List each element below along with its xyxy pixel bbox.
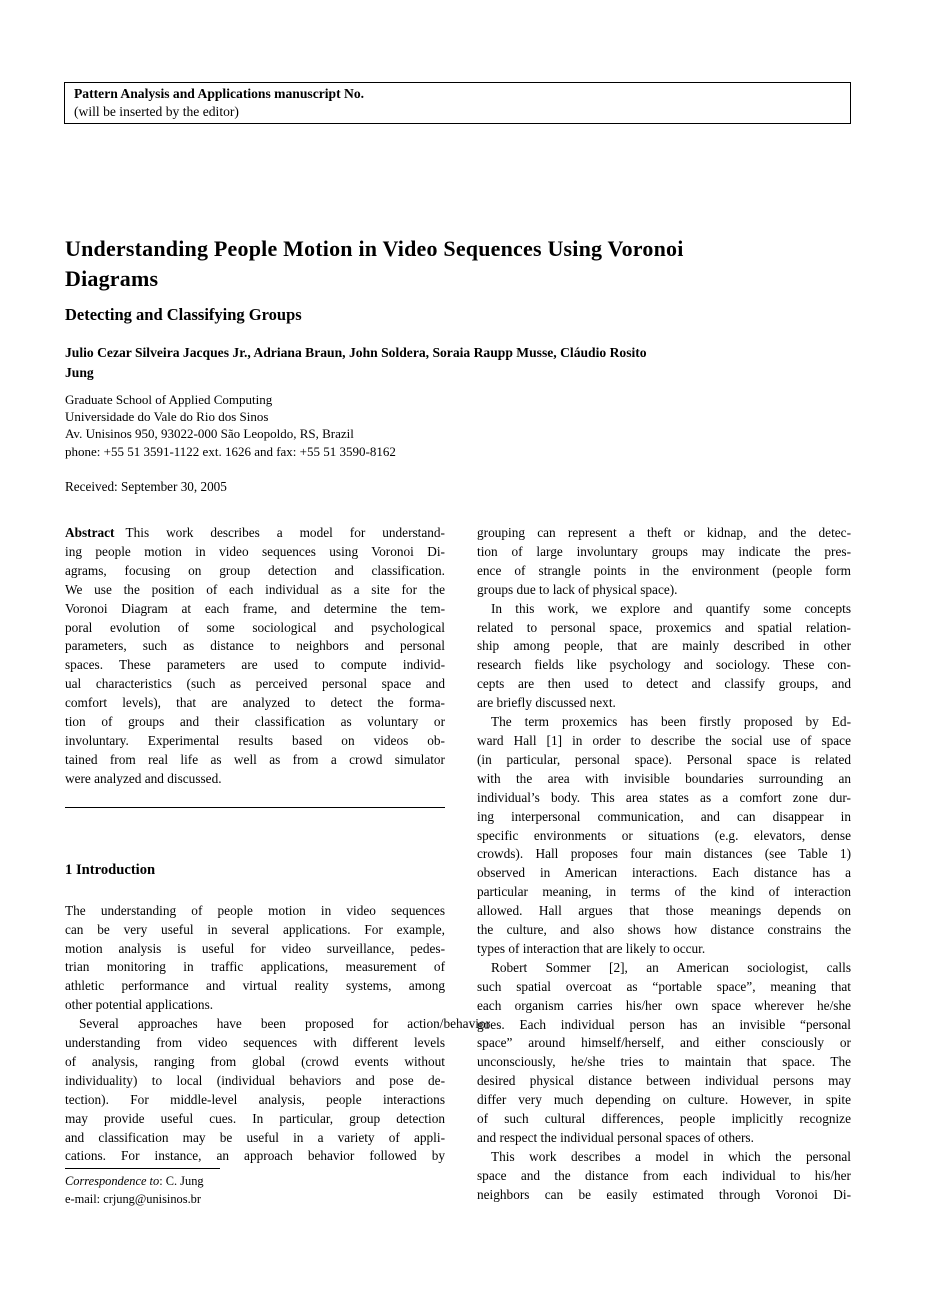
- text-line: crowds). Hall proposes four main distances (see Table 1): [477, 846, 851, 862]
- text-line: grouping can represent a theft or kidnap, and the detec-: [477, 525, 851, 540]
- introduction-body: [65, 902, 490, 1167]
- paper-title: [65, 234, 865, 293]
- text-line: space and the distance from each individual to his/her: [477, 1167, 851, 1183]
- text-line: goes. Each individual person has an invisible “personal: [477, 1016, 851, 1032]
- affiliation-university: Universidade do Vale do Rio dos Sinos: [65, 409, 269, 425]
- text-line: and classification may be useful in a variety of appli-: [65, 1129, 445, 1145]
- text-line: ing interpersonal communication, and can disappear in: [477, 808, 851, 824]
- text-line: each organism carries his/her own space wherever he/she: [477, 997, 851, 1013]
- right-column: [477, 524, 851, 1205]
- paragraph: [477, 713, 851, 959]
- paragraph: [65, 902, 445, 1015]
- paper-subtitle: Detecting and Classifying Groups: [65, 305, 302, 324]
- text-line: parameters, such as distance to neighbors and personal: [65, 638, 445, 654]
- text-line: may provide useful cues. In particular, group detection: [65, 1110, 445, 1126]
- text-line: and respect the individual personal spaces of others.: [477, 1130, 754, 1145]
- text-line: space” around himself/herself, and either consciously or: [477, 1035, 851, 1051]
- footnote-email: e-mail: crjung@unisinos.br: [65, 1191, 201, 1206]
- text-line: tion of groups and their classification as voluntary or: [65, 714, 445, 730]
- authors-line1: Julio Cezar Silveira Jacques Jr., Adriana Braun, John Soldera, Soraia Raupp Musse, Cláudio Rosito: [65, 345, 647, 360]
- paragraph: [477, 1148, 851, 1205]
- footnote-correspondence: [65, 1173, 445, 1191]
- right-column-body: [477, 524, 851, 1205]
- text-line: the culture, and also shows how distance constrains the: [477, 922, 851, 938]
- text-line: This work describes a model in which the personal: [491, 1148, 851, 1164]
- affiliation-address: Av. Unisinos 950, 93022-000 São Leopoldo, RS, Brazil: [65, 426, 354, 442]
- text-line: ship among people, that are mainly described in other: [477, 638, 851, 654]
- manuscript-header-box: [64, 82, 851, 124]
- text-line: Robert Sommer [2], an American sociologist, calls: [491, 959, 851, 975]
- affiliation-phone-fax: phone: +55 51 3591-1122 ext. 1626 and fax: +55 51 3590-8162: [65, 443, 396, 459]
- text-line: Several approaches have been proposed for action/behavior: [79, 1016, 490, 1032]
- text-line: involuntary. Experimental results based on videos ob-: [65, 732, 445, 748]
- text-line: In this work, we explore and quantify some concepts: [491, 600, 851, 616]
- text-line: such spatial overcoat as “portable space”, meaning that: [477, 978, 851, 994]
- affiliation: [65, 391, 396, 460]
- paragraph: [65, 1015, 490, 1166]
- text-line: groups due to lack of physical space).: [477, 581, 678, 597]
- text-line: with the area with invisible boundaries surrounding an: [477, 770, 851, 786]
- text-line: ward Hall [1] in order to describe the social use of space: [477, 732, 851, 748]
- footnote-correspondence-value: : C. Jung: [159, 1174, 204, 1189]
- footnote-rule: [65, 1168, 220, 1169]
- affiliation-school: Graduate School of Applied Computing: [65, 392, 273, 407]
- text-line: motion analysis is useful for video surveillance, pedes-: [65, 940, 445, 956]
- footnote-correspondence-label: Correspondence to: [65, 1174, 160, 1189]
- paper-title-line1: Understanding People Motion in Video Sequences Using Voronoi: [65, 236, 684, 261]
- text-line: particular meaning, in terms of the kind of interaction: [477, 884, 851, 900]
- paper-title-line2: Diagrams: [65, 265, 159, 291]
- text-line: (in particular, personal space). Personal space is related: [477, 751, 851, 767]
- text-line: differ very much depending on culture. However, in spite: [477, 1092, 851, 1108]
- authors: [65, 343, 865, 382]
- abstract-label: Abstract: [65, 525, 115, 540]
- text-line: allowed. Hall argues that those meanings depends on: [477, 903, 851, 919]
- text-line: specific environments or situations (e.g. elevators, dense: [477, 827, 851, 843]
- text-line: ual characteristics (such as perceived personal space and: [65, 676, 445, 692]
- text-line: types of interaction that are likely to occur.: [477, 940, 706, 956]
- text-line: spaces. These parameters are used to compute individ-: [65, 657, 445, 673]
- authors-line2: Jung: [65, 364, 94, 380]
- text-line: trian monitoring in traffic applications, measurement of: [65, 959, 445, 975]
- paragraph: [65, 524, 445, 789]
- text-line: Abstract This work describes a model for understand-: [65, 525, 445, 540]
- section-heading-introduction: 1 Introduction: [65, 861, 156, 878]
- text-line: The term proxemics has been firstly proposed by Ed-: [491, 714, 851, 730]
- text-line: understanding from video sequences with different levels: [65, 1035, 445, 1051]
- text-line: tained from real life as well as from a crowd simulator: [65, 751, 445, 767]
- footnote: [65, 1168, 445, 1208]
- text-line: The understanding of people motion in video sequences: [65, 902, 445, 918]
- abstract: [65, 524, 445, 789]
- text-line: unconsciously, he/she tries to maintain that space. The: [477, 1054, 851, 1070]
- text-line: research fields like psychology and sociology. These con-: [477, 657, 851, 673]
- text-line: cepts are then used to detect and classify groups, and: [477, 676, 851, 692]
- text-line: of such cultural differences, people implicitly recognize: [477, 1111, 851, 1127]
- text-line: ence of strangle points in the environment (people form: [477, 562, 851, 578]
- text-line: athletic performance and virtual reality systems, among: [65, 978, 445, 994]
- text-line: We use the position of each individual as a site for the: [65, 581, 445, 597]
- separator-rule: [65, 807, 445, 808]
- text-line: Voronoi Diagram at each frame, and determine the tem-: [65, 600, 445, 616]
- text-line: were analyzed and discussed.: [65, 770, 222, 786]
- text-line: poral evolution of some sociological and psychological: [65, 619, 445, 635]
- manuscript-header-line1: Pattern Analysis and Applications manuscript No.: [74, 86, 365, 101]
- text-line: ing people motion in video sequences using Voronoi Di-: [65, 543, 445, 559]
- text-line: can be very useful in several applications. For example,: [65, 921, 445, 937]
- text-line: tion of large involuntary groups may indicate the pres-: [477, 543, 851, 559]
- text-line: related to personal space, proxemics and spatial relation-: [477, 619, 851, 635]
- text-line: tection). For middle-level analysis, people interactions: [65, 1091, 445, 1107]
- text-line: observed in American interactions. Each distance has a: [477, 865, 851, 881]
- paragraph: [477, 524, 851, 600]
- text-line: are briefly discussed next.: [477, 695, 616, 711]
- text-line: agrams, focusing on group detection and classification.: [65, 562, 445, 578]
- text-line: of analysis, ranging from global (crowd events without: [65, 1053, 445, 1069]
- left-column: [65, 524, 490, 1208]
- paragraph: [477, 600, 851, 713]
- text-line: individuality) to local (individual behaviors and pose de-: [65, 1072, 445, 1088]
- text-line: neighbors can be easily estimated through Voronoi Di-: [477, 1186, 851, 1202]
- text-line: cations. For instance, an approach behavior followed by: [65, 1148, 445, 1164]
- text-line: desired physical distance between individual persons may: [477, 1073, 851, 1089]
- text-line: individual’s body. This area states as a comfort zone dur-: [477, 789, 851, 805]
- paragraph: [477, 959, 851, 1148]
- text-line: other potential applications.: [65, 997, 214, 1013]
- received-date: Received: September 30, 2005: [65, 479, 227, 494]
- text-line: comfort levels), that are analyzed to detect the forma-: [65, 695, 445, 711]
- manuscript-header-line2: (will be inserted by the editor): [74, 103, 239, 119]
